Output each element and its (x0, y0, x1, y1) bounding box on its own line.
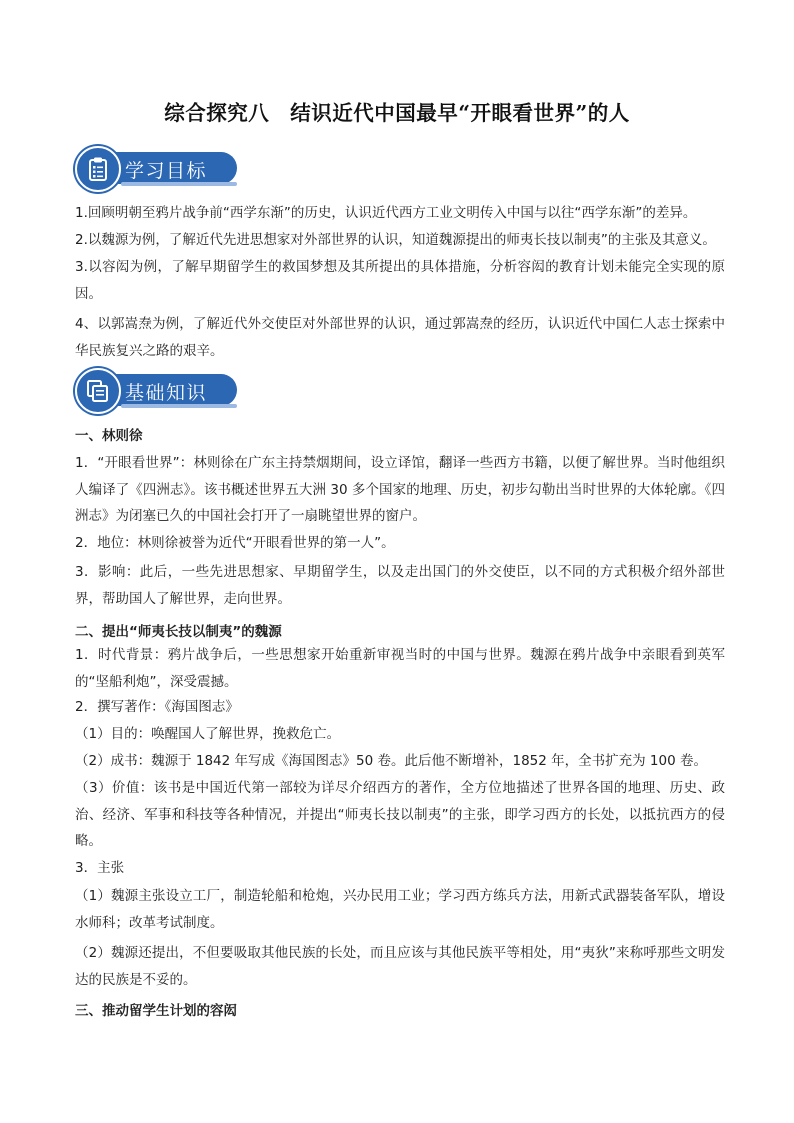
stacked-documents-icon (75, 368, 121, 414)
body-paragraph: 1．“开眼看世界”：林则徐在广东主持禁烟期间，设立译馆，翻译一些西方书籍，以便了解世界。当时他组织人编译了《四洲志》。该书概述世界五大洲 30 多个国家的地理、历史，初步勾勒出当时世界的大体轮廓。《四洲志》为闭塞已久的中国社会打开了一扇眺望世界的窗户。 (75, 455, 725, 524)
section-banner-basics (75, 368, 241, 410)
clipboard-list-icon (75, 146, 121, 192)
body-paragraph: （1）目的：唤醒国人了解世界，挽救危亡。 (75, 726, 341, 742)
goal-item: 1.回顾明朝至鸦片战争前“西学东渐”的历史，认识近代西方工业文明传入中国与以往“西学东渐”的差异。 (75, 205, 697, 221)
body-paragraph: 3．主张 (75, 860, 125, 876)
banner-label: 基础知识 (125, 382, 208, 404)
goal-item: 4、以郭嵩焘为例，了解近代外交使臣对外部世界的认识，通过郭嵩焘的经历，认识近代中国仁人志士探索中华民族复兴之路的艰辛。 (75, 316, 725, 359)
section-banner-goals (75, 146, 241, 188)
goal-item: 2.以魏源为例，了解近代先进思想家对外部世界的认识，知道魏源提出的师夷长技以制夷”的主张及其意义。 (75, 232, 716, 248)
page-title: 综合探究八 结识近代中国最早“开眼看世界”的人 (164, 101, 630, 125)
body-paragraph: （2）魏源还提出，不但要吸取其他民族的长处，而且应该与其他民族平等相处，用“夷狄”来称呼那些文明发达的民族是不妥的。 (75, 945, 725, 988)
body-paragraph: （3）价值：该书是中国近代第一部较为详尽介绍西方的著作，全方位地描述了世界各国的地理、历史、政治、经济、军事和科技等各种情况，并提出“师夷长技以制夷”的主张，即学习西方的长处，以抵抗西方的侵略。 (75, 780, 725, 849)
section-heading: 一、林则徐 (75, 428, 143, 444)
body-paragraph: 2．撰写著作：《海国图志》 (75, 699, 239, 715)
body-paragraph: （2）成书：魏源于 1842 年写成《海国图志》50 卷。此后他不断增补，1852 年，全书扩充为 100 卷。 (75, 753, 707, 769)
body-paragraph: 2．地位：林则徐被誉为近代“开眼看世界的第一人”。 (75, 535, 395, 551)
body-paragraph: 3．影响：此后，一些先进思想家、早期留学生，以及走出国门的外交使臣，以不同的方式积极介绍外部世界，帮助国人了解世界，走向世界。 (75, 564, 725, 607)
section-heading: 二、提出“师夷长技以制夷”的魏源 (75, 624, 282, 640)
banner-label: 学习目标 (125, 160, 208, 182)
section-heading: 三、推动留学生计划的容闳 (75, 1003, 237, 1019)
goal-item: 3.以容闳为例，了解早期留学生的救国梦想及其所提出的具体措施，分析容闳的教育计划未能完全实现的原因。 (75, 259, 725, 302)
body-paragraph: （1）魏源主张设立工厂，制造轮船和枪炮，兴办民用工业；学习西方练兵方法，用新式武器装备军队，增设水师科；改革考试制度。 (75, 888, 725, 931)
body-paragraph: 1．时代背景：鸦片战争后，一些思想家开始重新审视当时的中国与世界。魏源在鸦片战争中亲眼看到英军的“坚船利炮”，深受震撼。 (75, 647, 725, 690)
